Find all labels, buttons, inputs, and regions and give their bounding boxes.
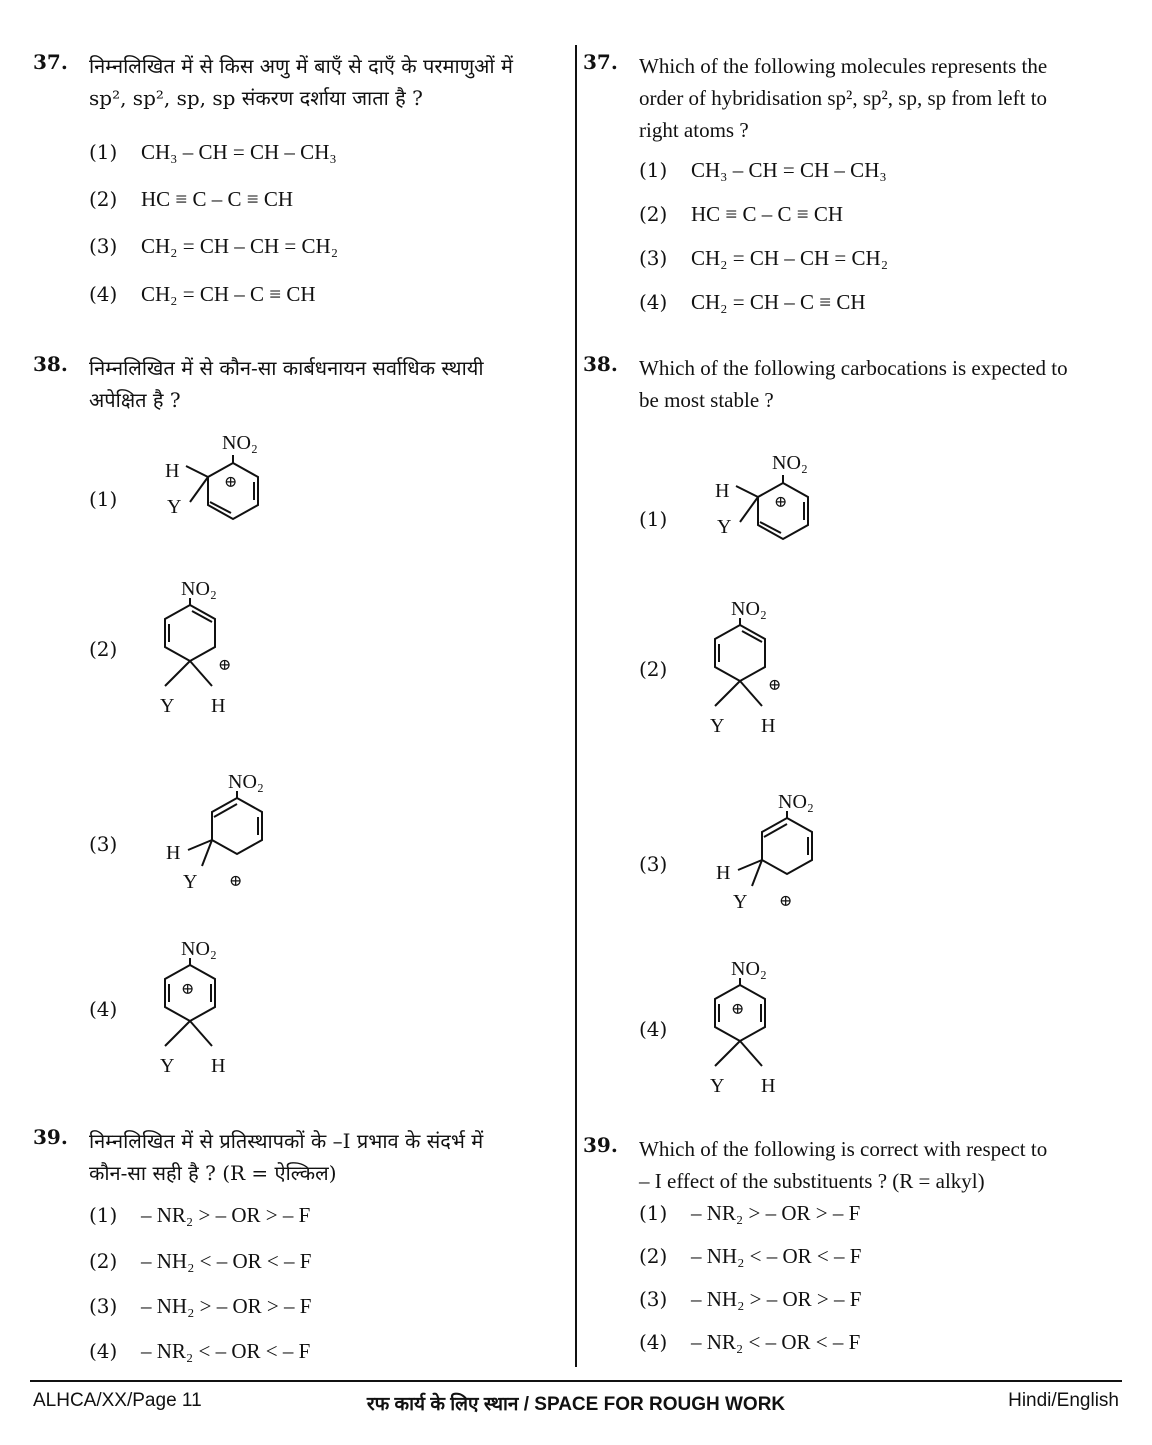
structure-right-3 [738,811,812,886]
option-4: (4) [89,997,118,1021]
y-label: Y [160,695,175,717]
option-3: (3) [639,852,668,876]
structure-right-4 [715,978,765,1066]
y-label: Y [733,891,748,913]
question-text-line: sp², sp², sp, sp संकरण दर्शाया जाता है ? [89,86,423,110]
option-4: (4) – NR₂ < – OR < – F [639,1330,861,1354]
option-2: (2) [89,637,118,661]
plus-charge: ⊕ [774,494,788,511]
structure-left-4 [165,958,215,1046]
language-label: Hindi/English [1008,1390,1119,1411]
option-4: (4) CH₂ = CH – C ≡ CH [89,282,316,306]
question-number: 39. [583,1133,618,1157]
option-3: (3) – NH₂ > – OR > – F [639,1287,862,1311]
question-text-line: अपेक्षित है ? [89,388,181,412]
plus-charge: ⊕ [181,981,195,998]
no2-label: NO₂ [222,432,258,454]
option-2: (2) – NH₂ < – OR < – F [639,1244,862,1268]
h-label: H [715,480,730,502]
option-4: (4) CH₂ = CH – C ≡ CH [639,290,866,314]
h-label: H [716,862,731,884]
rough-work-label: रफ कार्य के लिए स्थान / SPACE FOR ROUGH WORK [366,1394,786,1415]
h-label: H [166,842,181,864]
question-number: 39. [33,1125,68,1149]
structure-left-2 [165,598,215,686]
structure-right-2 [715,618,765,706]
option-4: (4) [639,1017,668,1041]
structure-right-1 [736,475,808,539]
question-text-line: कौन-सा सही है ? (R = ऐल्किल) [89,1161,337,1185]
page-identifier: ALHCA/XX/Page 11 [33,1390,202,1411]
question-number: 38. [33,352,68,376]
plus-charge: ⊕ [731,1001,745,1018]
option-2: (2) [639,657,668,681]
h-label: H [211,695,226,717]
option-2: (2) HC ≡ C – C ≡ CH [639,202,844,226]
plus-charge: ⊕ [768,677,782,694]
structure-left-1 [186,455,258,519]
question-text-line: order of hybridisation sp², sp², sp, sp from left to [639,86,1048,110]
plus-charge: ⊕ [218,657,232,674]
option-1: (1) CH₃ – CH = CH – CH₃ [89,140,337,164]
plus-charge: ⊕ [779,893,793,910]
question-text-line: निम्नलिखित में से प्रतिस्थापकों के –I प्रभाव के संदर्भ में [89,1129,484,1153]
question-number: 38. [583,352,618,376]
question-text-line: निम्नलिखित में से किस अणु में बाएँ से दाएँ के परमाणुओं में [89,54,513,78]
no2-label: NO₂ [181,938,217,960]
question-number: 37. [583,50,618,74]
option-3: (3) – NH₂ > – OR > – F [89,1294,312,1318]
question-text-line: निम्नलिखित में से कौन-सा कार्बधनायन सर्वाधिक स्थायी [89,356,484,380]
option-2: (2) HC ≡ C – C ≡ CH [89,187,294,211]
question-text-line: be most stable ? [639,388,774,412]
option-2: (2) – NH₂ < – OR < – F [89,1249,312,1273]
y-label: Y [710,1075,725,1097]
footer-rule [30,1380,1122,1382]
no2-label: NO₂ [228,771,264,793]
structure-left-3 [188,791,262,866]
no2-label: NO₂ [181,578,217,600]
plus-charge: ⊕ [229,873,243,890]
y-label: Y [183,871,198,893]
no2-label: NO₂ [731,958,767,980]
option-3: (3) CH₂ = CH – CH = CH₂ [639,246,889,270]
y-label: Y [160,1055,175,1077]
option-1: (1) [639,507,668,531]
h-label: H [165,460,180,482]
question-text-line: Which of the following carbocations is expected to [639,356,1068,380]
h-label: H [761,715,776,737]
h-label: H [211,1055,226,1077]
option-1: (1) [89,487,118,511]
y-label: Y [167,496,182,518]
h-label: H [761,1075,776,1097]
question-number: 37. [33,50,68,74]
y-label: Y [710,715,725,737]
plus-charge: ⊕ [224,474,238,491]
question-text-line: Which of the following molecules represents the [639,54,1048,78]
option-1: (1) – NR₂ > – OR > – F [89,1203,311,1227]
y-label: Y [717,516,732,538]
no2-label: NO₂ [772,452,808,474]
option-4: (4) – NR₂ < – OR < – F [89,1339,311,1363]
question-text-line: – I effect of the substituents ? (R = alkyl) [639,1169,985,1193]
option-1: (1) CH₃ – CH = CH – CH₃ [639,158,887,182]
no2-label: NO₂ [731,598,767,620]
option-3: (3) CH₂ = CH – CH = CH₂ [89,234,339,258]
question-text-line: right atoms ? [639,118,749,142]
question-text-line: Which of the following is correct with respect to [639,1137,1048,1161]
option-1: (1) – NR₂ > – OR > – F [639,1201,861,1225]
no2-label: NO₂ [778,791,814,813]
option-3: (3) [89,832,118,856]
